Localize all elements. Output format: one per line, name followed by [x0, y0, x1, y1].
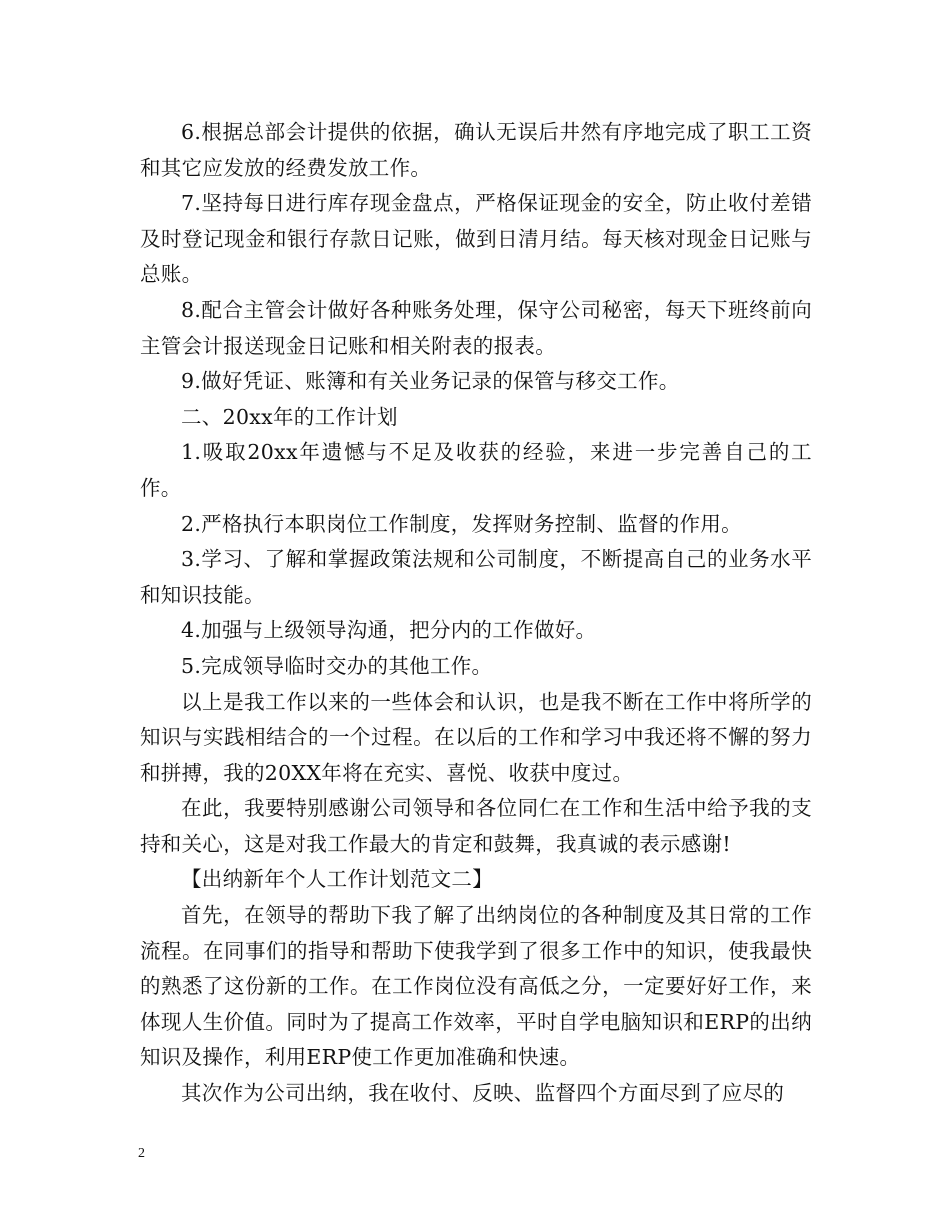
paragraph-item-8: 8.配合主管会计做好各种账务处理，保守公司秘密，每天下班终前向主管会计报送现金日记账和相关附表的报表。: [140, 297, 812, 358]
section-heading-plan: 二、20xx年的工作计划: [181, 404, 398, 429]
plan-item-2: 2.严格执行本职岗位工作制度，发挥财务控制、监督的作用。: [181, 511, 742, 536]
document-body: [140, 115, 812, 1112]
plan-item-4: 4.加强与上级领导沟通，把分内的工作做好。: [181, 618, 597, 643]
summary-paragraph: 以上是我工作以来的一些体会和认识，也是我不断在工作中将所学的知识与实践相结合的一个过程。在以后的工作和学习中我还将不懈的努力和拼搏，我的20XX年将在充实、喜悦、收获中度过。: [140, 689, 812, 785]
sample-two-heading: 【出纳新年个人工作计划范文二】: [181, 867, 493, 892]
thanks-paragraph: 在此，我要特别感谢公司领导和各位同仁在工作和生活中给予我的支持和关心，这是对我工作最大的肯定和鼓舞，我真诚的表示感谢!: [140, 796, 812, 856]
page-number: 2: [138, 1146, 145, 1161]
plan-item-1: 1.吸取20xx年遗憾与不足及收获的经验，来进一步完善自己的工作。: [140, 440, 812, 500]
plan-item-3: 3.学习、了解和掌握政策法规和公司制度，不断提高自己的业务水平和知识技能。: [140, 547, 812, 607]
paragraph-item-6: 6.根据总部会计提供的依据，确认无误后井然有序地完成了职工工资和其它应发放的经费发放工作。: [140, 120, 812, 180]
paragraph-item-9: 9.做好凭证、账簿和有关业务记录的保管与移交工作。: [181, 369, 680, 394]
sample-two-paragraph-1: 首先，在领导的帮助下我了解了出纳岗位的各种制度及其日常的工作流程。在同事们的指导和帮助下使我学到了很多工作中的知识，使我最快的熟悉了这份新的工作。在工作岗位没有高低之分，一定要好好工作，来体现人生价值。同时为了提高工作效率，平时自学电脑知识和ERP的出纳知识及操作，利用ERP使工作更加准确和快速。: [140, 903, 812, 1070]
paragraph-item-7: 7.坚持每日进行库存现金盘点，严格保证现金的安全，防止收付差错及时登记现金和银行存款日记账，做到日清月结。每天核对现金日记账与总账。: [140, 191, 812, 287]
sample-two-paragraph-2: 其次作为公司出纳，我在收付、反映、监督四个方面尽到了应尽的: [181, 1081, 785, 1106]
plan-item-5: 5.完成领导临时交办的其他工作。: [181, 653, 493, 678]
